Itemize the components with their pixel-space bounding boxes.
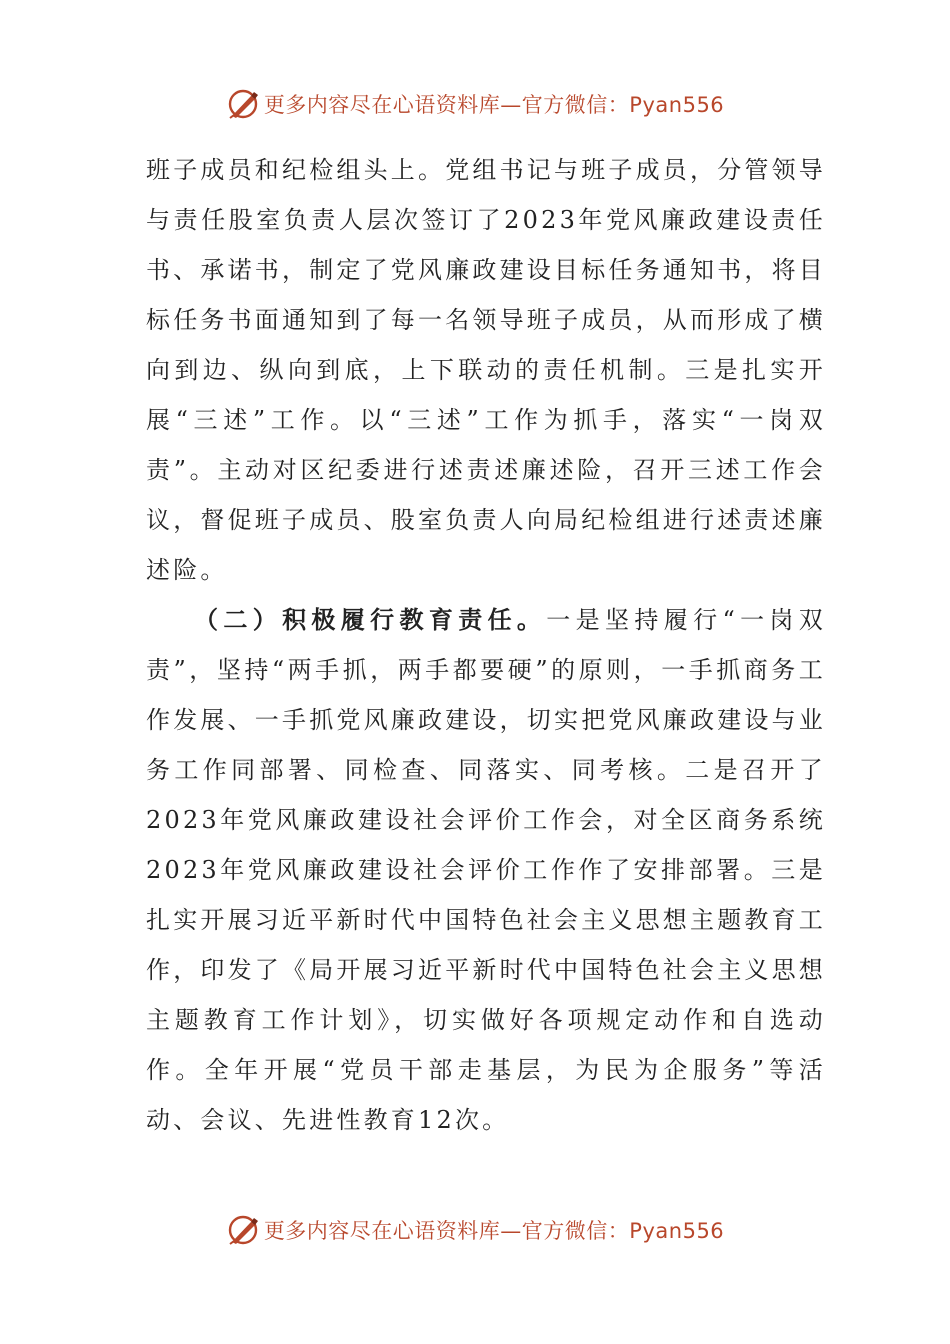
header-watermark-text: 更多内容尽在心语资料库—官方微信：Pyan556 bbox=[263, 93, 725, 117]
document-body bbox=[146, 145, 826, 1145]
footer-watermark-text: 更多内容尽在心语资料库—官方微信：Pyan556 bbox=[263, 1219, 725, 1243]
pen-logo-icon bbox=[226, 87, 260, 121]
paragraph-2-body: 一是坚持履行“一岗双责”，坚持“两手抓，两手都要硬”的原则，一手抓商务工作发展、一手抓党风廉政建设，切实把党风廉政建设与业务工作同部署、同检查、同落实、同考核。二是召开了2023年党风廉政建设社会评价工作会，对全区商务系统2023年党风廉政建设社会评价工作作了安排部署。三是扎实开展习近平新时代中国特色社会主义思想主题教育工作，印发了《局开展习近平新时代中国特色社会主义思想主题教育工作计划》，切实做好各项规定动作和自选动作。全年开展“党员干部走基层，为民为企服务”等活动、会议、先进性教育12次。 bbox=[146, 606, 826, 1134]
pen-logo-icon bbox=[226, 1213, 260, 1247]
footer-watermark bbox=[0, 1210, 950, 1250]
paragraph-1: 班子成员和纪检组头上。党组书记与班子成员，分管领导与责任股室负责人层次签订了2023年党风廉政建设责任书、承诺书，制定了党风廉政建设目标任务通知书，将目标任务书面通知到了每一名领导班子成员，从而形成了横向到边、纵向到底，上下联动的责任机制。三是扎实开展“三述”工作。以“三述”工作为抓手，落实“一岗双责”。主动对区纪委进行述责述廉述险，召开三述工作会议，督促班子成员、股室负责人向局纪检组进行述责述廉述险。 bbox=[146, 156, 826, 584]
section-heading: （二）积极履行教育责任。 bbox=[194, 605, 547, 634]
header-watermark bbox=[0, 84, 950, 124]
paragraph-2 bbox=[146, 595, 826, 1145]
